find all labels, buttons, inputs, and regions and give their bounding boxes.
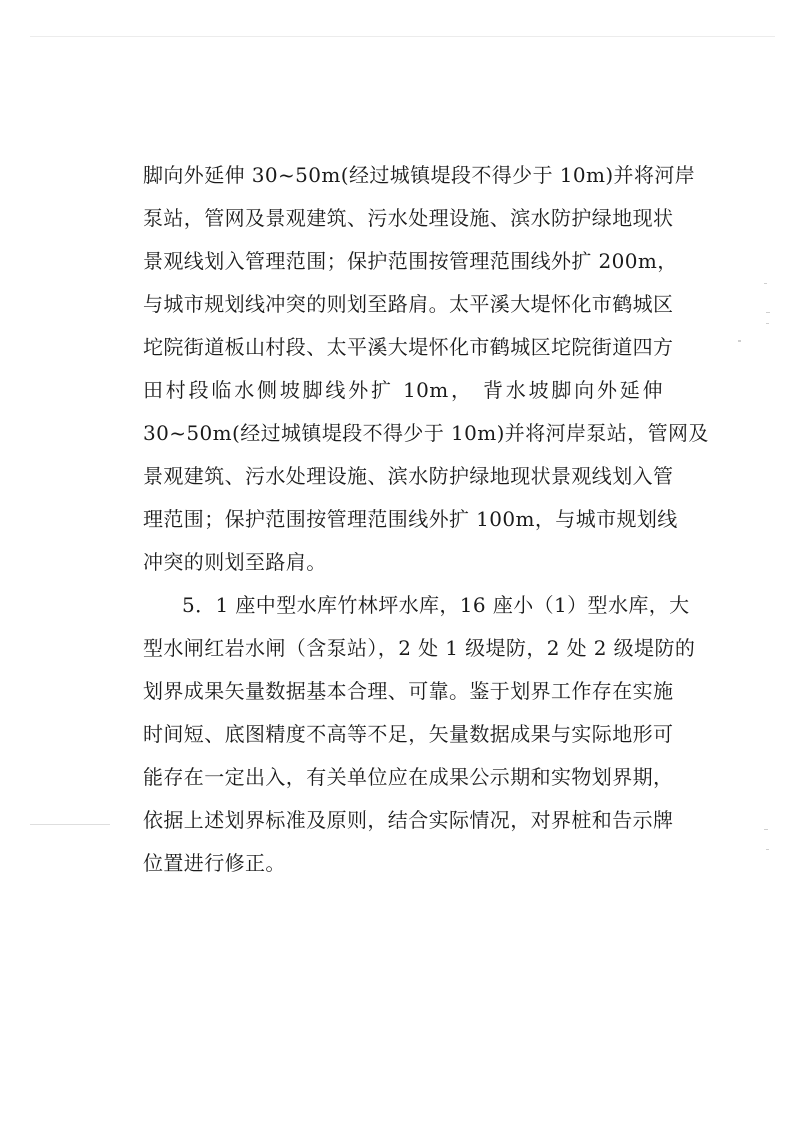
scan-mark [766, 323, 769, 324]
text-line: 划界成果矢量数据基本合理、可靠。鉴于划界工作存在实施 [143, 679, 674, 703]
scan-mark [30, 824, 110, 825]
text-line: 景观建筑、污水处理设施、滨水防护绿地现状景观线划入管 [143, 464, 674, 488]
text-line: 型水闸红岩水闸（含泵站），2 处 1 级堤防，2 处 2 级堤防的 [143, 636, 696, 660]
text-line: 脚向外延伸 30~50m(经过城镇堤段不得少于 10m)并将河岸 [143, 163, 696, 187]
text-line: 泵站，管网及景观建筑、污水处理设施、滨水防护绿地现状 [143, 206, 674, 230]
text-line: 理范围；保护范围按管理范围线外扩 100m，与城市规划线 [143, 507, 678, 531]
scan-mark [764, 283, 767, 284]
text-line: 位置进行修正。 [143, 851, 286, 875]
text-line: 能存在一定出入，有关单位应在成果公示期和实物划界期， [143, 765, 674, 789]
text-line: 时间短、底图精度不高等不足，矢量数据成果与实际地形可 [143, 722, 674, 746]
text-line: 30~50m(经过城镇堤段不得少于 10m)并将河岸泵站，管网及 [143, 421, 709, 445]
page-top-rule [30, 36, 775, 37]
text-line: 景观线划入管理范围；保护范围按管理范围线外扩 200m， [143, 249, 678, 273]
text-line: 与城市规划线冲突的则划至路肩。太平溪大堤怀化市鹤城区 [143, 292, 674, 316]
scan-mark [764, 829, 768, 830]
text-line: 依据上述划界标准及原则，结合实际情况，对界桩和告示牌 [143, 808, 674, 832]
text-line: 田村段临水侧坡脚线外扩 10m， 背水坡脚向外延伸 [143, 378, 663, 402]
text-line: 冲突的则划至路肩。 [143, 550, 327, 574]
scan-mark [766, 849, 769, 850]
scan-mark [738, 340, 741, 342]
scan-mark [766, 312, 770, 313]
paragraph-first-line: 5．1 座中型水库竹林坪水库，16 座小（1）型水库，大 [182, 593, 690, 617]
text-line: 坨院街道板山村段、太平溪大堤怀化市鹤城区坨院街道四方 [143, 335, 674, 359]
